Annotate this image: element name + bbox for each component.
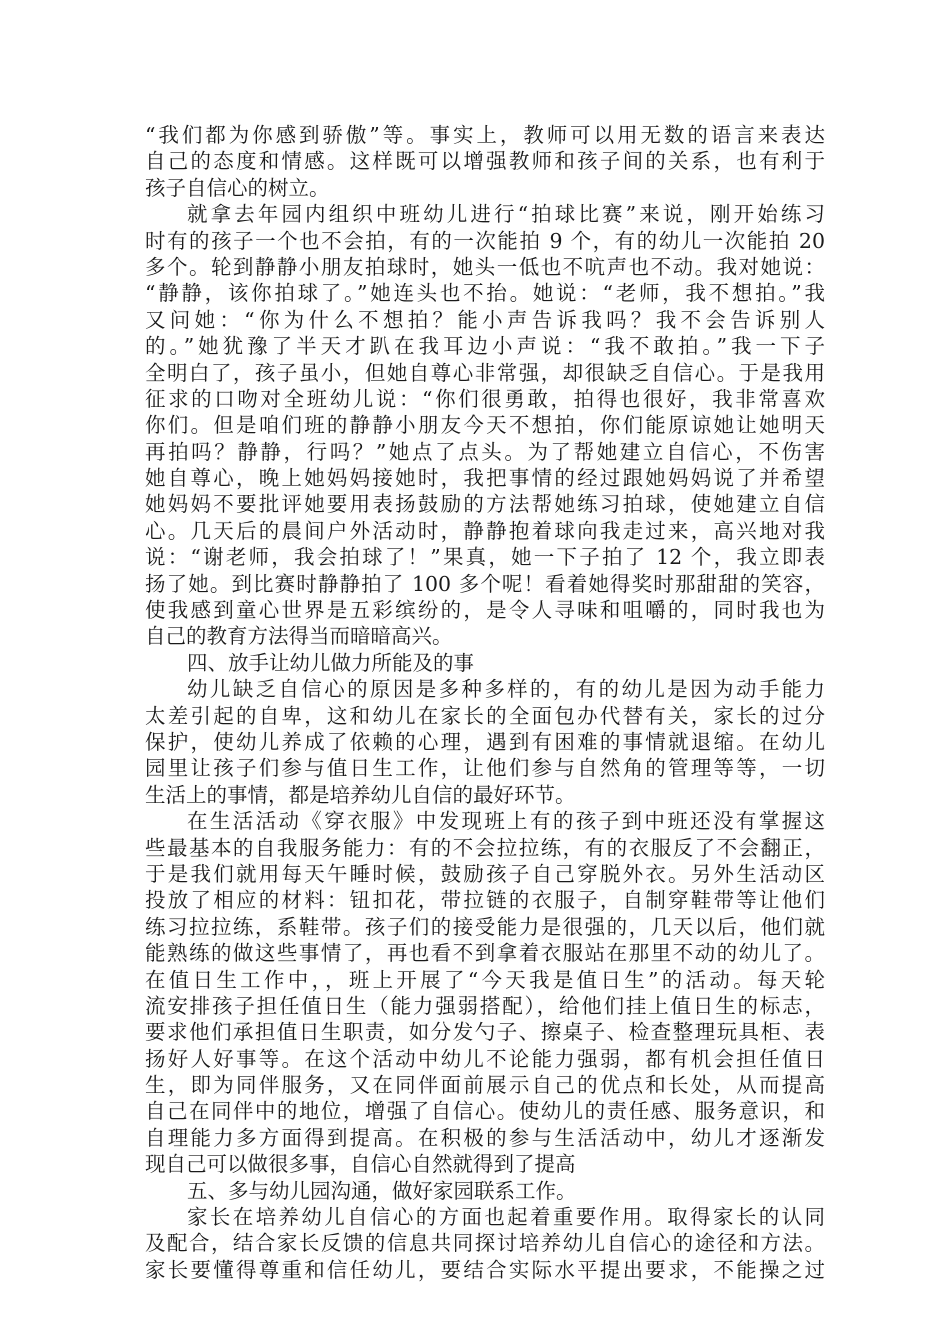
text-line: 多个。轮到静静小朋友拍球时，她头一低也不吭声也不动。我对她说： <box>145 254 825 279</box>
text-line: 能熟练的做这些事情了，再也看不到拿着衣服站在那里不动的幼儿了。 <box>145 941 825 966</box>
text-line: 五、多与幼儿园沟通，做好家园联系工作。 <box>187 1178 577 1203</box>
text-line: 说：“谢老师，我会拍球了！”果真，她一下子拍了 12 个，我立即表 <box>145 545 825 570</box>
text-line: 家长在培养幼儿自信心的方面也起着重要作用。取得家长的认同 <box>187 1205 825 1230</box>
text-line: 在生活活动《穿衣服》中发现班上有的孩子到中班还没有掌握这 <box>187 809 825 834</box>
text-line: 太差引起的自卑，这和幼儿在家长的全面包办代替有关，家长的过分 <box>145 703 825 728</box>
text-line: 就拿去年园内组织中班幼儿进行“拍球比赛”来说，刚开始练习 <box>187 202 825 227</box>
text-line: 自己在同伴中的地位，增强了自信心。使幼儿的责任感、服务意识，和 <box>145 1099 825 1124</box>
text-line: 使我感到童心世界是五彩缤纷的，是令人寻味和咀嚼的，同时我也为 <box>145 598 825 623</box>
text-line: 些最基本的自我服务能力：有的不会拉拉练，有的衣服反了不会翻正， <box>145 835 825 860</box>
text-line: 自理能力多方面得到提高。在积极的参与生活活动中，幼儿才逐渐发 <box>145 1125 825 1150</box>
text-line: 练习拉拉练，系鞋带。孩子们的接受能力是很强的，几天以后，他们就 <box>145 914 825 939</box>
text-line: 保护，使幼儿养成了依赖的心理，遇到有困难的事情就退缩。在幼儿 <box>145 729 825 754</box>
document-body-text <box>145 122 825 1283</box>
text-line: 征求的口吻对全班幼儿说：“你们很勇敢，拍得也很好，我非常喜欢 <box>145 386 825 411</box>
text-line: 扬了她。到比赛时静静拍了 100 多个呢！看着她得奖时那甜甜的笑容， <box>145 571 825 596</box>
text-line: 生，即为同伴服务，又在同伴面前展示自己的优点和长处，从而提高 <box>145 1073 825 1098</box>
text-line: 她妈妈不要批评她要用表扬鼓励的方法帮她练习拍球，使她建立自信 <box>145 492 825 517</box>
text-line: 投放了相应的材料：钮扣花，带拉链的衣服子，自制穿鞋带等让他们 <box>145 888 825 913</box>
text-line: 园里让孩子们参与值日生工作，让他们参与自然角的管理等等，一切 <box>145 756 825 781</box>
text-line: 现自己可以做很多事，自信心自然就得到了提高 <box>145 1152 576 1177</box>
text-line: 全明白了，孩子虽小，但她自尊心非常强，却很缺乏自信心。于是我用 <box>145 360 825 385</box>
text-line: 自己的态度和情感。这样既可以增强教师和孩子间的关系，也有利于 <box>145 149 825 174</box>
text-line: 及配合，结合家长反馈的信息共同探讨培养幼儿自信心的途径和方法。 <box>145 1231 825 1256</box>
text-line: 要求他们承担值日生职责，如分发勺子、擦桌子、检查整理玩具柜、表 <box>145 1020 825 1045</box>
text-line: 自己的教育方法得当而暗暗高兴。 <box>145 624 453 649</box>
text-line: 心。几天后的晨间户外活动时，静静抱着球向我走过来，高兴地对我 <box>145 518 825 543</box>
text-line: 生活上的事情，都是培养幼儿自信的最好环节。 <box>145 782 576 807</box>
text-line: 的。”她犹豫了半天才趴在我耳边小声说：“我不敢拍。”我一下子 <box>145 334 825 359</box>
text-line: 再拍吗？静静，行吗？”她点了点头。为了帮她建立自信心，不伤害 <box>145 439 825 464</box>
text-line: 又问她：“你为什么不想拍？能小声告诉我吗？我不会告诉别人 <box>145 307 825 332</box>
text-line: 你们。但是咱们班的静静小朋友今天不想拍，你们能原谅她让她明天 <box>145 413 825 438</box>
text-line: 孩子自信心的树立。 <box>145 175 330 200</box>
text-line: 流安排孩子担任值日生（能力强弱搭配），给他们挂上值日生的标志， <box>145 993 825 1018</box>
text-line: 四、放手让幼儿做力所能及的事 <box>187 650 474 675</box>
text-line: “我们都为你感到骄傲”等。事实上，教师可以用无数的语言来表达 <box>145 123 825 147</box>
text-line: 时有的孩子一个也不会拍，有的一次能拍 9 个，有的幼儿一次能拍 20 <box>145 228 825 253</box>
text-line: 在值日生工作中，，班上开展了“今天我是值日生”的活动。每天轮 <box>145 967 825 992</box>
text-line: 扬好人好事等。在这个活动中幼儿不论能力强弱，都有机会担任值日 <box>145 1046 825 1071</box>
text-line: “静静，该你拍球了。”她连头也不抬。她说：“老师，我不想拍。”我 <box>145 281 825 306</box>
text-line: 家长要懂得尊重和信任幼儿，要结合实际水平提出要求，不能操之过 <box>145 1257 825 1282</box>
text-line: 幼儿缺乏自信心的原因是多种多样的，有的幼儿是因为动手能力 <box>187 677 825 702</box>
text-line: 于是我们就用每天午睡时候，鼓励孩子自己穿脱外衣。另外生活动区 <box>145 861 825 886</box>
text-line: 她自尊心，晚上她妈妈接她时，我把事情的经过跟她妈妈说了并希望 <box>145 466 825 491</box>
